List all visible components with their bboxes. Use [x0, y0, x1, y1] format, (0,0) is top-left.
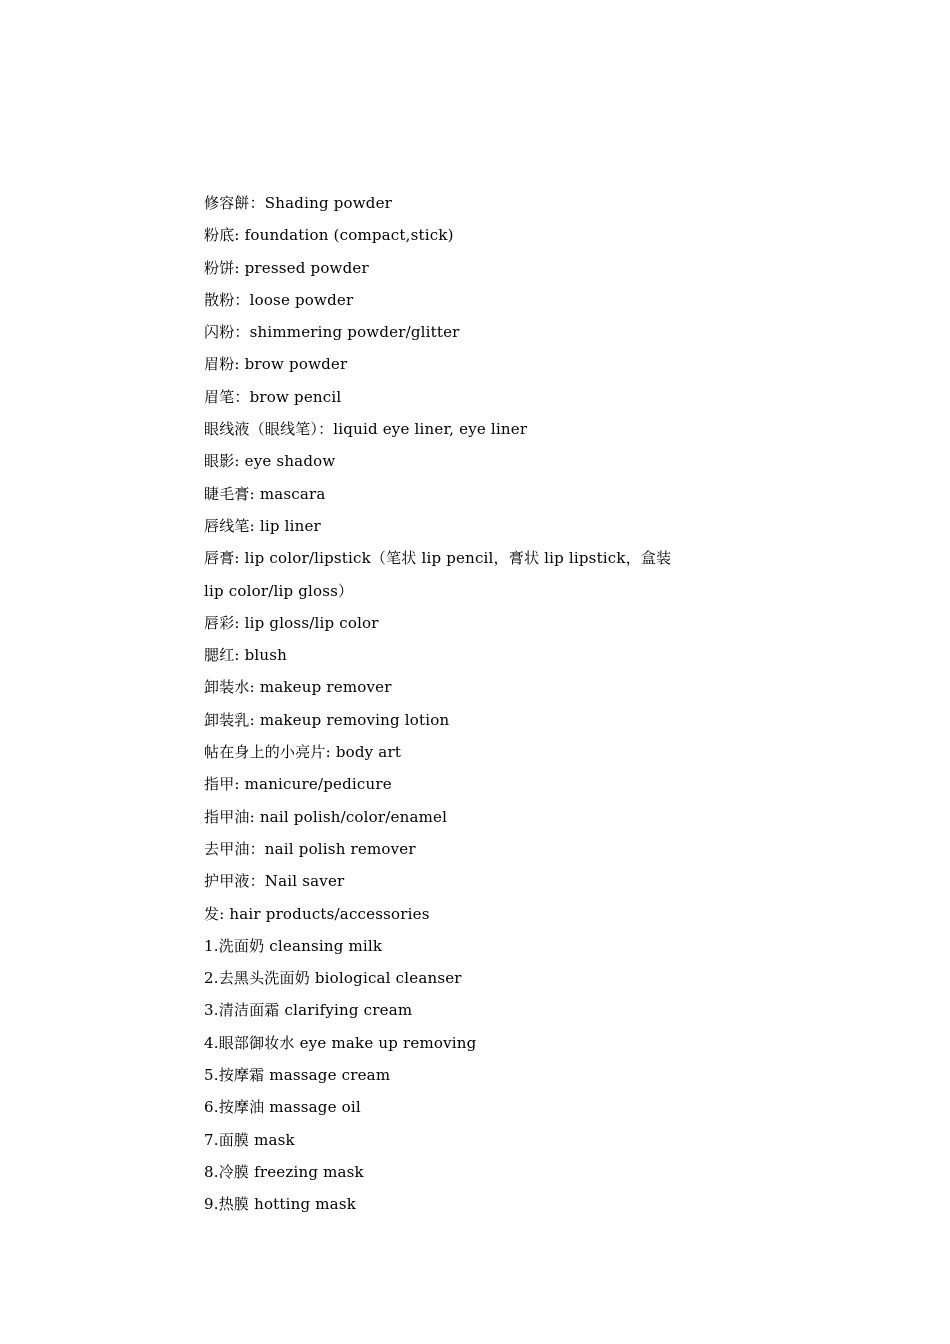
text-line: 唇膏: lip color/lipstick（笔状 lip pencil，膏状 lip lipstick，盒装 [204, 549, 672, 568]
text-line: 9.热膜 hotting mask [204, 1195, 357, 1214]
text-line: 粉底: foundation (compact,stick) [204, 226, 454, 245]
text-line: lip color/lip gloss） [204, 581, 354, 600]
text-line: 指甲: manicure/pedicure [204, 775, 392, 794]
text-line: 唇线笔: lip liner [204, 516, 321, 535]
text-line: 卸装乳: makeup removing lotion [204, 710, 450, 729]
text-line: 眼影: eye shadow [204, 452, 336, 471]
text-line: 6.按摩油 massage oil [204, 1098, 361, 1117]
text-line: 卸装水: makeup remover [204, 678, 392, 697]
text-line: 帖在身上的小亮片: body art [204, 743, 402, 762]
text-line: 1.洗面奶 cleansing milk [204, 936, 383, 955]
text-line: 3.清洁面霜 clarifying cream [204, 1001, 413, 1020]
text-line: 2.去黑头洗面奶 biological cleanser [204, 969, 462, 988]
text-line: 眉笔：brow pencil [204, 387, 342, 406]
text-line: 睫毛膏: mascara [204, 484, 326, 503]
text-line: 散粉：loose powder [204, 290, 354, 309]
text-line: 指甲油: nail polish/color/enamel [204, 807, 448, 826]
text-line: 闪粉：shimmering powder/glitter [204, 323, 460, 342]
text-line: 护甲液：Nail saver [204, 872, 345, 891]
text-line: 5.按摩霜 massage cream [204, 1066, 391, 1085]
text-line: 唇彩: lip gloss/lip color [204, 613, 379, 632]
document-page [204, 187, 784, 1221]
text-line: 眼线液（眼线笔）：liquid eye liner, eye liner [204, 420, 528, 439]
text-line: 粉饼: pressed powder [204, 258, 369, 277]
text-line: 腮红: blush [204, 646, 288, 665]
text-line: 眉粉: brow powder [204, 355, 348, 374]
text-line: 8.冷膜 freezing mask [204, 1162, 364, 1181]
text-line: 去甲油：nail polish remover [204, 839, 416, 858]
text-line: 4.眼部御妆水 eye make up removing [204, 1033, 477, 1052]
text-line: 发: hair products/accessories [204, 904, 430, 923]
text-line: 7.面膜 mask [204, 1130, 295, 1149]
text-line: 修容餅：Shading powder [204, 194, 393, 212]
